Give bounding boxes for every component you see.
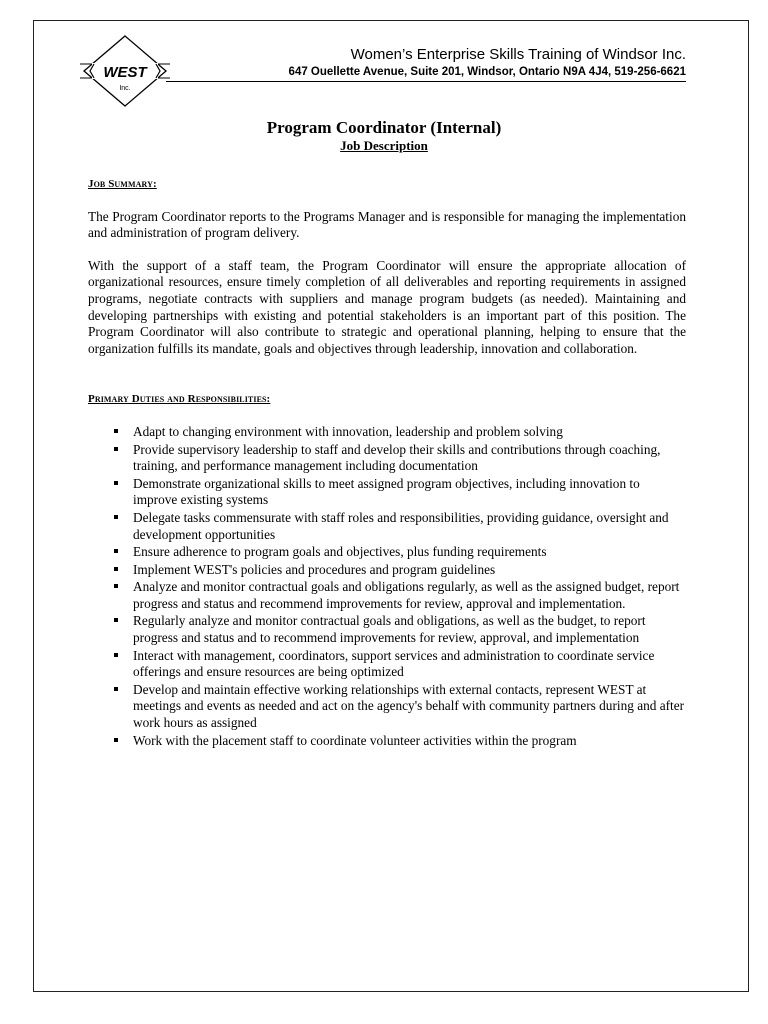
duty-text: Delegate tasks commensurate with staff roles and responsibilities, providing guidance, oversight and development opportunities	[133, 509, 669, 542]
duty-text: Regularly analyze and monitor contractual goals and obligations, as well as the budget, to report progress and status and to recommend improvements for review, approval, and implementation	[133, 613, 646, 646]
list-item	[120, 424, 686, 441]
job-summary-paragraph-1: The Program Coordinator reports to the Programs Manager and is responsible for managing the implementation and administration of program delivery.	[88, 208, 686, 241]
bullet-icon	[114, 738, 118, 742]
bullet-icon	[114, 567, 118, 571]
job-summary-paragraph-2: With the support of a staff team, the Program Coordinator will ensure the appropriate allocation of organizational resources, ensure timely completion of all deliverables and reporting requirements in assigned programs, negotiate contracts with suppliers and manage program budgets (as needed). Maintaining and developing partnerships with existing and potential stakeholders is an important part of this position. The Program Coordinator will also contribute to strategic and operational planning, helping to ensure that the organization fulfills its mandate, goals and objectives through leadership, innovation and collaboration.	[88, 257, 686, 356]
duty-text: Implement WEST's policies and procedures and program guidelines	[133, 561, 496, 577]
list-item	[120, 562, 686, 579]
document-body	[88, 176, 686, 750]
list-item	[120, 613, 686, 646]
bullet-icon	[114, 429, 118, 433]
section-gap	[88, 373, 686, 391]
header-rule	[166, 81, 686, 82]
bullet-icon	[114, 481, 118, 485]
list-item	[120, 682, 686, 732]
bullet-icon	[114, 447, 118, 451]
list-item	[120, 510, 686, 543]
duty-text: Demonstrate organizational skills to meet assigned program objectives, including innovation to improve existing systems	[133, 475, 640, 508]
list-item	[120, 544, 686, 561]
title-block	[0, 118, 768, 154]
duty-text: Ensure adherence to program goals and objectives, plus funding requirements	[133, 544, 547, 560]
letterhead	[80, 34, 686, 112]
duties-heading: Primary Duties and Responsibilities:	[88, 393, 271, 406]
bullet-icon	[114, 515, 118, 519]
duty-text: Analyze and monitor contractual goals and obligations regularly, as well as the assigned budget, report progress and status and recommend improvements for review, approval and implementation.	[133, 579, 680, 611]
duty-text: Adapt to changing environment with innovation, leadership and problem solving	[133, 423, 563, 439]
organization-address: 647 Ouellette Avenue, Suite 201, Windsor, Ontario N9A 4J4, 519-256-6621	[288, 66, 686, 78]
bullet-icon	[114, 618, 118, 622]
logo-text: WEST	[103, 64, 147, 81]
duty-text: Develop and maintain effective working relationships with external contacts, represent WEST at meetings and events as needed and act on the agency's behalf with community partners during and after work hours as assigned	[133, 681, 685, 731]
list-item	[120, 476, 686, 509]
bullet-icon	[114, 549, 118, 553]
job-summary-heading: Job Summary:	[88, 178, 157, 190]
document-title: Program Coordinator (Internal)	[266, 118, 502, 137]
list-item	[120, 442, 686, 475]
duty-text: Work with the placement staff to coordinate volunteer activities within the program	[133, 732, 577, 748]
list-item	[120, 733, 686, 750]
duties-list	[88, 424, 686, 749]
list-item	[120, 648, 686, 681]
document-subtitle: Job Description	[340, 138, 428, 153]
duty-text: Provide supervisory leadership to staff and develop their skills and contributions through coaching, training, and performance management including documentation	[133, 441, 661, 474]
bullet-icon	[114, 687, 118, 691]
list-item	[120, 579, 686, 612]
bullet-icon	[114, 584, 118, 588]
bullet-icon	[114, 653, 118, 657]
logo-subtext: Inc.	[119, 85, 131, 92]
west-logo	[80, 34, 170, 108]
duty-text: Interact with management, coordinators, support services and administration to coordinate service offerings and ensure resources are being optimized	[133, 647, 655, 680]
organization-name: Women’s Enterprise Skills Training of Windsor Inc.	[350, 46, 686, 63]
